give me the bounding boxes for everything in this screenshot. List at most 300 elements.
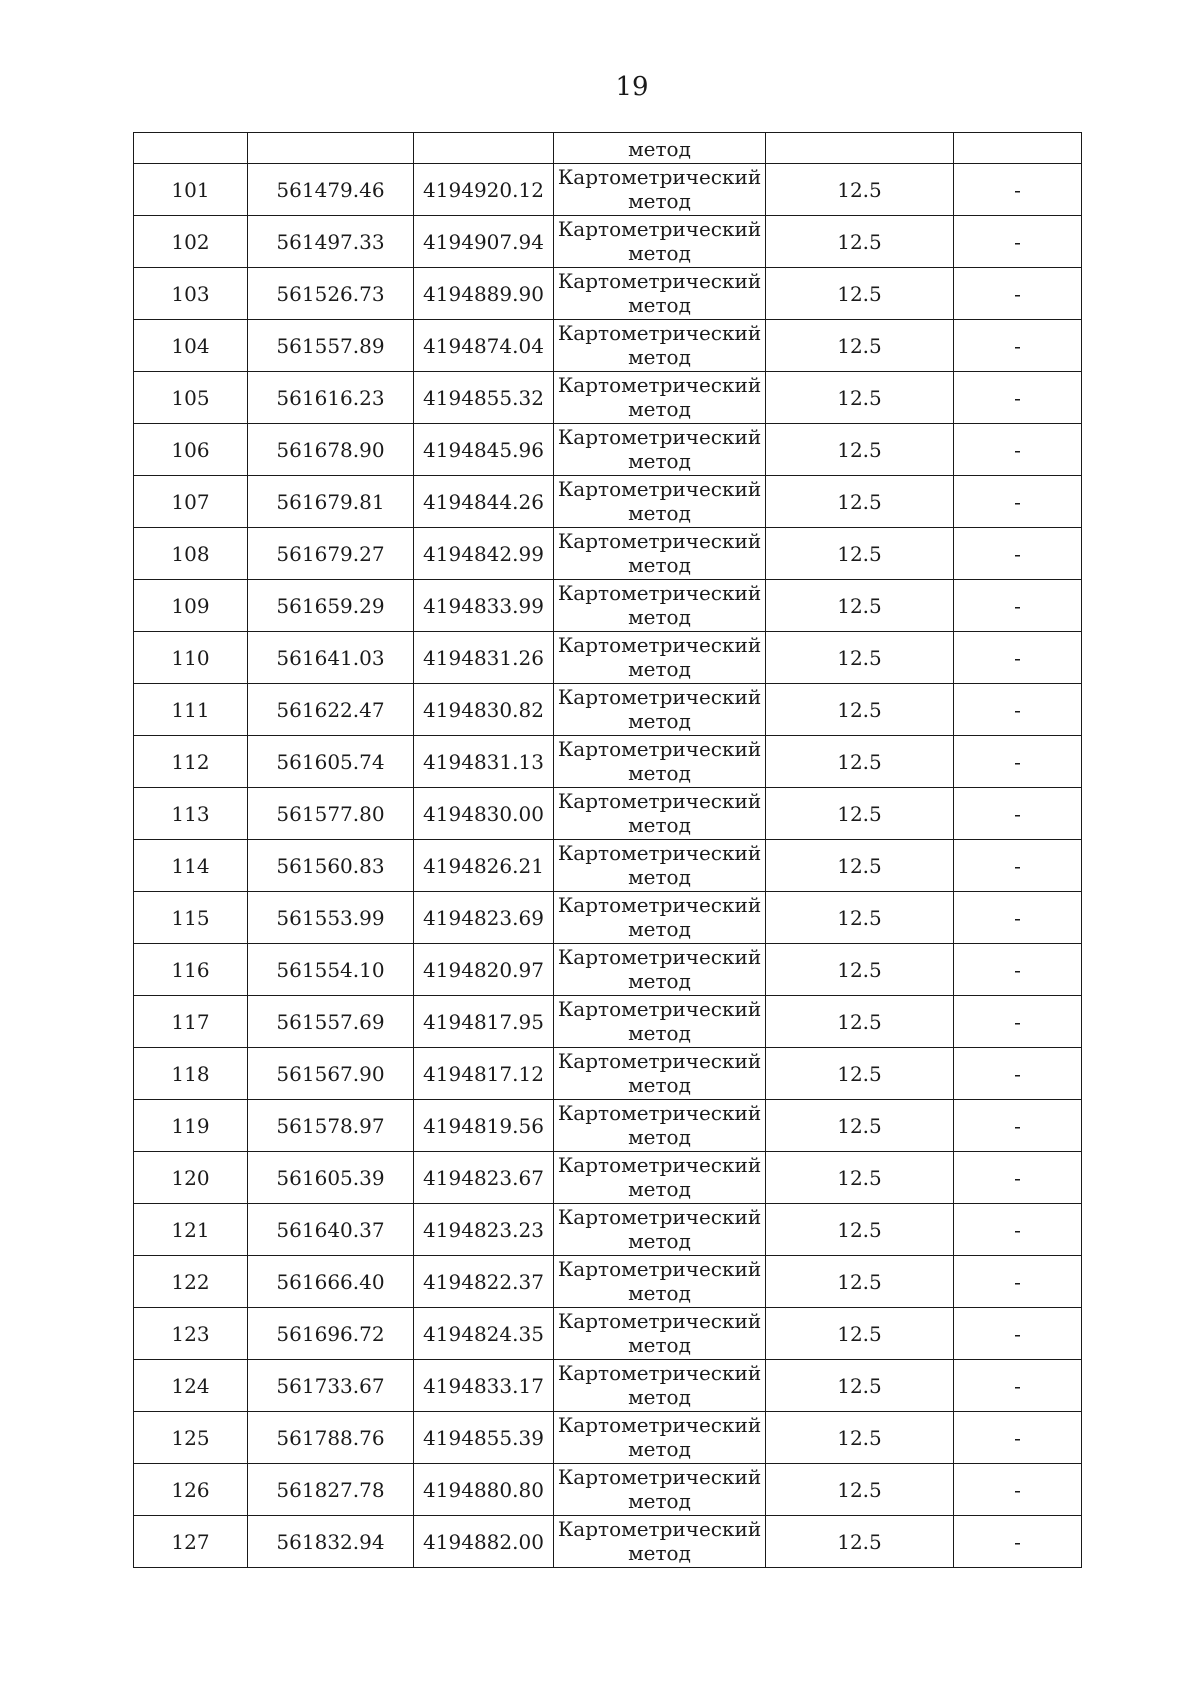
cell-x-text: 561696.72 bbox=[276, 1321, 385, 1346]
cell-method-text: Картометрический метод bbox=[557, 788, 762, 837]
cell-precision-text: 12.5 bbox=[837, 437, 882, 462]
cell-x-text: 561526.73 bbox=[276, 281, 385, 306]
cell-precision bbox=[766, 736, 954, 788]
cell-note bbox=[954, 580, 1082, 632]
cell-number-text: 112 bbox=[171, 749, 210, 774]
cell-method-text: Картометрический метод bbox=[557, 528, 762, 577]
cell-note bbox=[954, 528, 1082, 580]
cell-number-text: 116 bbox=[171, 957, 210, 982]
table-row bbox=[134, 1204, 1082, 1256]
cell-number-text: 106 bbox=[171, 437, 210, 462]
cell-x-text: 561622.47 bbox=[276, 697, 385, 722]
cell-x bbox=[248, 424, 414, 476]
cell-method-text: Картометрический метод bbox=[557, 1412, 762, 1461]
table-row bbox=[134, 1048, 1082, 1100]
cell-method bbox=[554, 476, 766, 528]
cell-x-text: 561678.90 bbox=[276, 437, 385, 462]
cell-note bbox=[954, 1204, 1082, 1256]
cell-note-text: - bbox=[1014, 177, 1021, 202]
table-row bbox=[134, 580, 1082, 632]
cell-number-text: 110 bbox=[171, 645, 210, 670]
cell-precision bbox=[766, 1256, 954, 1308]
cell-x-text: 561567.90 bbox=[276, 1061, 385, 1086]
table-row bbox=[134, 996, 1082, 1048]
cell-x-text: 561733.67 bbox=[276, 1373, 385, 1398]
cell-method-text: Картометрический метод bbox=[557, 944, 762, 993]
cell-y bbox=[414, 372, 554, 424]
cell-y-text: 4194830.82 bbox=[423, 697, 544, 722]
cell-precision-text: 12.5 bbox=[837, 749, 882, 774]
cell-y bbox=[414, 1256, 554, 1308]
cell-note bbox=[954, 133, 1082, 164]
cell-x bbox=[248, 1308, 414, 1360]
cell-note bbox=[954, 944, 1082, 996]
cell-y-text: 4194831.26 bbox=[423, 645, 544, 670]
cell-note-text: - bbox=[1014, 853, 1021, 878]
cell-y bbox=[414, 164, 554, 216]
cell-note-text: - bbox=[1014, 957, 1021, 982]
cell-precision-text: 12.5 bbox=[837, 1113, 882, 1138]
cell-number-text: 117 bbox=[171, 1009, 210, 1034]
cell-note-text: - bbox=[1014, 905, 1021, 930]
cell-number-text: 127 bbox=[171, 1529, 210, 1554]
table-row bbox=[134, 736, 1082, 788]
cell-y bbox=[414, 944, 554, 996]
cell-precision bbox=[766, 944, 954, 996]
cell-note bbox=[954, 1360, 1082, 1412]
cell-y-text: 4194845.96 bbox=[423, 437, 544, 462]
cell-number-text: 111 bbox=[171, 697, 210, 722]
cell-precision-text: 12.5 bbox=[837, 177, 882, 202]
cell-x bbox=[248, 840, 414, 892]
cell-x-text: 561640.37 bbox=[276, 1217, 385, 1242]
cell-number bbox=[134, 320, 248, 372]
cell-number-text: 101 bbox=[171, 177, 210, 202]
cell-note-text: - bbox=[1014, 1061, 1021, 1086]
cell-precision bbox=[766, 372, 954, 424]
cell-method-text: Картометрический метод bbox=[557, 840, 762, 889]
cell-x bbox=[248, 133, 414, 164]
cell-note bbox=[954, 1308, 1082, 1360]
table-row bbox=[134, 1464, 1082, 1516]
cell-number-text: 123 bbox=[171, 1321, 210, 1346]
cell-precision bbox=[766, 632, 954, 684]
cell-method-text: Картометрический метод bbox=[557, 424, 762, 473]
cell-note-text: - bbox=[1014, 1113, 1021, 1138]
cell-number-text: 121 bbox=[171, 1217, 210, 1242]
method-tail-text: метод bbox=[628, 137, 691, 161]
cell-x bbox=[248, 788, 414, 840]
cell-precision-text: 12.5 bbox=[837, 1009, 882, 1034]
cell-x bbox=[248, 1412, 414, 1464]
cell-note bbox=[954, 632, 1082, 684]
cell-precision-text: 12.5 bbox=[837, 489, 882, 514]
cell-x bbox=[248, 372, 414, 424]
cell-x bbox=[248, 1360, 414, 1412]
cell-method bbox=[554, 684, 766, 736]
cell-precision-text: 12.5 bbox=[837, 385, 882, 410]
cell-number-text: 124 bbox=[171, 1373, 210, 1398]
cell-method bbox=[554, 372, 766, 424]
cell-number bbox=[134, 424, 248, 476]
cell-x-text: 561616.23 bbox=[276, 385, 385, 410]
cell-precision-text: 12.5 bbox=[837, 333, 882, 358]
cell-method-text: Картометрический метод bbox=[557, 1204, 762, 1253]
cell-y bbox=[414, 1464, 554, 1516]
cell-precision-text: 12.5 bbox=[837, 1321, 882, 1346]
table-row bbox=[134, 1308, 1082, 1360]
cell-number-text: 113 bbox=[171, 801, 210, 826]
cell-precision bbox=[766, 164, 954, 216]
cell-precision bbox=[766, 788, 954, 840]
cell-number bbox=[134, 1256, 248, 1308]
cell-x-text: 561679.81 bbox=[276, 489, 385, 514]
cell-note bbox=[954, 476, 1082, 528]
cell-x-text: 561641.03 bbox=[276, 645, 385, 670]
cell-y-text: 4194830.00 bbox=[423, 801, 544, 826]
cell-precision-text: 12.5 bbox=[837, 593, 882, 618]
cell-y bbox=[414, 1308, 554, 1360]
continued-row bbox=[134, 133, 1082, 164]
cell-note bbox=[954, 1464, 1082, 1516]
cell-note bbox=[954, 216, 1082, 268]
cell-method-text: Картометрический метод bbox=[557, 684, 762, 733]
cell-method bbox=[554, 1516, 766, 1568]
cell-method bbox=[554, 840, 766, 892]
cell-precision bbox=[766, 268, 954, 320]
cell-precision bbox=[766, 528, 954, 580]
cell-y bbox=[414, 1048, 554, 1100]
cell-number-text: 119 bbox=[171, 1113, 210, 1138]
cell-note-text: - bbox=[1014, 801, 1021, 826]
cell-precision-text: 12.5 bbox=[837, 541, 882, 566]
table-row bbox=[134, 476, 1082, 528]
cell-number-text: 108 bbox=[171, 541, 210, 566]
cell-x-text: 561605.39 bbox=[276, 1165, 385, 1190]
cell-y-text: 4194823.67 bbox=[423, 1165, 544, 1190]
cell-note-text: - bbox=[1014, 541, 1021, 566]
cell-precision bbox=[766, 1412, 954, 1464]
cell-method bbox=[554, 1048, 766, 1100]
cell-y bbox=[414, 216, 554, 268]
cell-method bbox=[554, 1152, 766, 1204]
table-row bbox=[134, 268, 1082, 320]
cell-number-text: 125 bbox=[171, 1425, 210, 1450]
cell-method-text: Картометрический метод bbox=[557, 164, 762, 213]
cell-precision bbox=[766, 1100, 954, 1152]
cell-method-text: Картометрический метод bbox=[557, 372, 762, 421]
cell-precision-text: 12.5 bbox=[837, 645, 882, 670]
cell-method-text: Картометрический метод bbox=[557, 320, 762, 369]
cell-x bbox=[248, 684, 414, 736]
cell-y-text: 4194820.97 bbox=[423, 957, 544, 982]
cell-x bbox=[248, 216, 414, 268]
cell-note-text: - bbox=[1014, 1217, 1021, 1242]
cell-precision bbox=[766, 1464, 954, 1516]
cell-number bbox=[134, 840, 248, 892]
cell-x bbox=[248, 632, 414, 684]
cell-precision bbox=[766, 133, 954, 164]
cell-x bbox=[248, 1152, 414, 1204]
cell-number bbox=[134, 1152, 248, 1204]
cell-number bbox=[134, 788, 248, 840]
cell-method bbox=[554, 1412, 766, 1464]
cell-y bbox=[414, 1100, 554, 1152]
cell-y bbox=[414, 133, 554, 164]
cell-precision bbox=[766, 1308, 954, 1360]
cell-y-text: 4194855.39 bbox=[423, 1425, 544, 1450]
cell-note bbox=[954, 164, 1082, 216]
cell-precision-text: 12.5 bbox=[837, 1529, 882, 1554]
cell-x bbox=[248, 580, 414, 632]
cell-y bbox=[414, 476, 554, 528]
cell-number-text: 107 bbox=[171, 489, 210, 514]
cell-x-text: 561827.78 bbox=[276, 1477, 385, 1502]
cell-x-text: 561553.99 bbox=[276, 905, 385, 930]
cell-x-text: 561554.10 bbox=[276, 957, 385, 982]
cell-x-text: 561832.94 bbox=[276, 1529, 385, 1554]
cell-y bbox=[414, 1360, 554, 1412]
cell-y bbox=[414, 320, 554, 372]
cell-precision bbox=[766, 424, 954, 476]
cell-number-text: 102 bbox=[171, 229, 210, 254]
cell-number-text: 104 bbox=[171, 333, 210, 358]
cell-y-text: 4194826.21 bbox=[423, 853, 544, 878]
cell-y-text: 4194823.69 bbox=[423, 905, 544, 930]
cell-number bbox=[134, 1100, 248, 1152]
cell-method-text: Картометрический метод bbox=[557, 892, 762, 941]
cell-x bbox=[248, 944, 414, 996]
cell-note-text: - bbox=[1014, 1477, 1021, 1502]
cell-method bbox=[554, 632, 766, 684]
table-row bbox=[134, 892, 1082, 944]
table-row bbox=[134, 1256, 1082, 1308]
cell-method bbox=[554, 996, 766, 1048]
cell-number bbox=[134, 372, 248, 424]
cell-number bbox=[134, 944, 248, 996]
cell-precision bbox=[766, 1152, 954, 1204]
cell-number bbox=[134, 1048, 248, 1100]
cell-x-text: 561578.97 bbox=[276, 1113, 385, 1138]
coordinates-table bbox=[133, 132, 1082, 1568]
cell-method bbox=[554, 320, 766, 372]
cell-y-text: 4194882.00 bbox=[423, 1529, 544, 1554]
cell-precision-text: 12.5 bbox=[837, 1373, 882, 1398]
cell-precision bbox=[766, 1516, 954, 1568]
cell-number-text: 114 bbox=[171, 853, 210, 878]
cell-x-text: 561788.76 bbox=[276, 1425, 385, 1450]
cell-y bbox=[414, 684, 554, 736]
cell-number bbox=[134, 268, 248, 320]
cell-y bbox=[414, 788, 554, 840]
cell-x bbox=[248, 1048, 414, 1100]
cell-y-text: 4194824.35 bbox=[423, 1321, 544, 1346]
cell-precision bbox=[766, 580, 954, 632]
cell-y-text: 4194833.17 bbox=[423, 1373, 544, 1398]
cell-note-text: - bbox=[1014, 437, 1021, 462]
cell-number-text: 118 bbox=[171, 1061, 210, 1086]
cell-method-text: Картометрический метод bbox=[557, 1100, 762, 1149]
table-row bbox=[134, 320, 1082, 372]
cell-note-text: - bbox=[1014, 229, 1021, 254]
table-row bbox=[134, 1152, 1082, 1204]
cell-number-text: 115 bbox=[171, 905, 210, 930]
cell-method bbox=[554, 424, 766, 476]
cell-number bbox=[134, 1516, 248, 1568]
cell-y-text: 4194822.37 bbox=[423, 1269, 544, 1294]
cell-precision-text: 12.5 bbox=[837, 905, 882, 930]
cell-note bbox=[954, 320, 1082, 372]
cell-number bbox=[134, 1360, 248, 1412]
cell-method bbox=[554, 580, 766, 632]
cell-y-text: 4194842.99 bbox=[423, 541, 544, 566]
cell-method bbox=[554, 892, 766, 944]
cell-y bbox=[414, 1152, 554, 1204]
table-row bbox=[134, 684, 1082, 736]
cell-note-text: - bbox=[1014, 1373, 1021, 1398]
table-row bbox=[134, 216, 1082, 268]
cell-x bbox=[248, 268, 414, 320]
cell-number bbox=[134, 684, 248, 736]
cell-x bbox=[248, 1204, 414, 1256]
cell-note bbox=[954, 1256, 1082, 1308]
cell-method-text: Картометрический метод bbox=[557, 632, 762, 681]
cell-number bbox=[134, 580, 248, 632]
cell-precision bbox=[766, 216, 954, 268]
cell-y bbox=[414, 736, 554, 788]
cell-y-text: 4194817.95 bbox=[423, 1009, 544, 1034]
cell-x-text: 561605.74 bbox=[276, 749, 385, 774]
cell-y bbox=[414, 996, 554, 1048]
table-row bbox=[134, 840, 1082, 892]
cell-precision bbox=[766, 1360, 954, 1412]
cell-method-text: Картометрический метод bbox=[557, 1464, 762, 1513]
cell-note bbox=[954, 268, 1082, 320]
cell-precision bbox=[766, 1048, 954, 1100]
table-row bbox=[134, 424, 1082, 476]
cell-precision bbox=[766, 1204, 954, 1256]
cell-method bbox=[554, 788, 766, 840]
cell-x-text: 561557.69 bbox=[276, 1009, 385, 1034]
cell-method bbox=[554, 1308, 766, 1360]
cell-y bbox=[414, 1516, 554, 1568]
cell-number bbox=[134, 1464, 248, 1516]
cell-note-text: - bbox=[1014, 697, 1021, 722]
cell-number bbox=[134, 164, 248, 216]
cell-number-text: 122 bbox=[171, 1269, 210, 1294]
cell-number bbox=[134, 133, 248, 164]
cell-method bbox=[554, 528, 766, 580]
table-row bbox=[134, 788, 1082, 840]
cell-precision-text: 12.5 bbox=[837, 697, 882, 722]
cell-note-text: - bbox=[1014, 333, 1021, 358]
table-row bbox=[134, 1412, 1082, 1464]
cell-method bbox=[554, 1256, 766, 1308]
cell-x bbox=[248, 476, 414, 528]
cell-precision bbox=[766, 840, 954, 892]
cell-y-text: 4194844.26 bbox=[423, 489, 544, 514]
cell-method bbox=[554, 268, 766, 320]
cell-precision-text: 12.5 bbox=[837, 281, 882, 306]
cell-method bbox=[554, 133, 766, 164]
cell-precision-text: 12.5 bbox=[837, 801, 882, 826]
cell-note bbox=[954, 996, 1082, 1048]
cell-method-text: Картометрический метод bbox=[557, 1256, 762, 1305]
cell-method bbox=[554, 1464, 766, 1516]
cell-number-text: 126 bbox=[171, 1477, 210, 1502]
cell-y-text: 4194819.56 bbox=[423, 1113, 544, 1138]
cell-note-text: - bbox=[1014, 281, 1021, 306]
cell-note bbox=[954, 372, 1082, 424]
cell-note bbox=[954, 1412, 1082, 1464]
cell-note bbox=[954, 840, 1082, 892]
cell-precision bbox=[766, 320, 954, 372]
cell-note bbox=[954, 788, 1082, 840]
cell-x-text: 561666.40 bbox=[276, 1269, 385, 1294]
cell-note bbox=[954, 736, 1082, 788]
table-body bbox=[134, 133, 1082, 1568]
cell-method bbox=[554, 1100, 766, 1152]
cell-method-text: Картометрический метод bbox=[557, 476, 762, 525]
cell-number-text: 109 bbox=[171, 593, 210, 618]
cell-precision bbox=[766, 892, 954, 944]
cell-precision-text: 12.5 bbox=[837, 1061, 882, 1086]
cell-y bbox=[414, 892, 554, 944]
cell-note-text: - bbox=[1014, 1269, 1021, 1294]
cell-y bbox=[414, 424, 554, 476]
cell-x bbox=[248, 736, 414, 788]
cell-number bbox=[134, 476, 248, 528]
cell-number bbox=[134, 632, 248, 684]
cell-x bbox=[248, 528, 414, 580]
cell-precision-text: 12.5 bbox=[837, 1217, 882, 1242]
cell-note bbox=[954, 1048, 1082, 1100]
table-row bbox=[134, 528, 1082, 580]
table-row bbox=[134, 944, 1082, 996]
cell-method bbox=[554, 216, 766, 268]
cell-note-text: - bbox=[1014, 489, 1021, 514]
cell-x-text: 561560.83 bbox=[276, 853, 385, 878]
cell-note-text: - bbox=[1014, 385, 1021, 410]
cell-y-text: 4194880.80 bbox=[423, 1477, 544, 1502]
cell-precision-text: 12.5 bbox=[837, 1477, 882, 1502]
cell-precision-text: 12.5 bbox=[837, 1269, 882, 1294]
table-row bbox=[134, 1100, 1082, 1152]
cell-method bbox=[554, 164, 766, 216]
cell-method-text: Картометрический метод bbox=[557, 996, 762, 1045]
cell-method bbox=[554, 1360, 766, 1412]
table-row bbox=[134, 372, 1082, 424]
cell-note-text: - bbox=[1014, 593, 1021, 618]
cell-method-text: Картометрический метод bbox=[557, 1308, 762, 1357]
cell-precision bbox=[766, 476, 954, 528]
cell-method bbox=[554, 944, 766, 996]
cell-method-text: Картометрический метод bbox=[557, 580, 762, 629]
cell-y-text: 4194874.04 bbox=[423, 333, 544, 358]
cell-x-text: 561497.33 bbox=[276, 229, 385, 254]
cell-precision-text: 12.5 bbox=[837, 229, 882, 254]
cell-method-text: Картометрический метод bbox=[557, 268, 762, 317]
cell-number-text: 105 bbox=[171, 385, 210, 410]
cell-note-text: - bbox=[1014, 1529, 1021, 1554]
cell-x bbox=[248, 1464, 414, 1516]
table-row bbox=[134, 1360, 1082, 1412]
cell-number bbox=[134, 1204, 248, 1256]
cell-y bbox=[414, 1204, 554, 1256]
cell-method-text: Картометрический метод bbox=[557, 216, 762, 265]
cell-note-text: - bbox=[1014, 1321, 1021, 1346]
cell-precision-text: 12.5 bbox=[837, 1165, 882, 1190]
